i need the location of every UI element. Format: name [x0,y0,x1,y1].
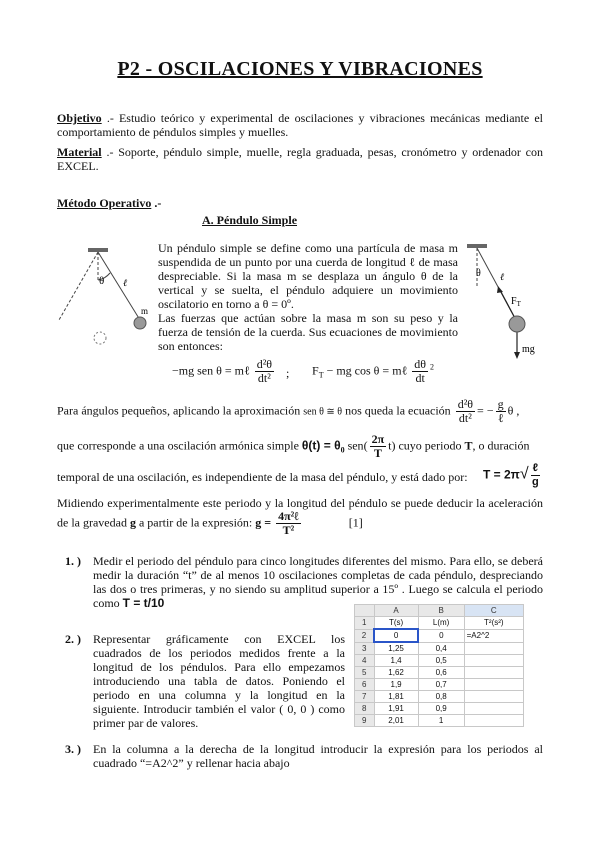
table-row [355,667,524,679]
header-cell-c[interactable]: T²(s²) [464,617,523,630]
mg-label: mg [522,344,535,355]
objetivo-paragraph [57,111,543,139]
row-number[interactable]: 6 [355,679,375,691]
cell[interactable] [464,679,523,691]
eq2-subscript: T [318,370,324,380]
cell[interactable]: 0,4 [418,642,464,655]
item-1-text [93,554,543,610]
cell[interactable]: 1,91 [374,703,418,715]
cell[interactable]: 0,9 [418,703,464,715]
col-letter-a[interactable]: A [374,605,418,617]
midiendo-paragraph [57,496,543,537]
ft-subscript: T [516,300,521,308]
row-number[interactable]: 9 [355,715,375,727]
temporal-text: temporal de una oscilación, es independiente de la masa del péndulo, y está dado por: [57,470,468,484]
ell-label-right: ℓ [500,272,505,283]
cell[interactable] [464,655,523,667]
table-row [355,703,524,715]
cell[interactable]: 1,4 [374,655,418,667]
corner-cell [355,605,375,617]
eq2-left: F [312,363,319,378]
item-2-number: 2. ) [65,632,81,646]
cell[interactable]: 0 [418,629,464,642]
item-3-number: 3. ) [65,742,81,756]
metodo-heading [57,196,161,210]
tension-arrowhead [497,286,503,293]
midiendo-text2: a partir de la expresión: [138,515,253,530]
eq1-left: −mg sen θ = mℓ [172,363,250,378]
item-1-formula: T = t/10 [122,596,165,610]
harmonic-line: que corresponde a una oscilación armónica simple $\theta(t) = \theta_0$ sen( $\frac{2\pi}{T}$ t) cuyo periodo T, o duración [57,432,530,460]
harmonic-text2: cuyo periodo [398,438,462,453]
small-angle-line [57,398,547,425]
material-paragraph [57,145,543,173]
item-2-text: Representar gráficamente con EXCEL los cuadrados de los periodos medidos frente a la longitud de los péndulos. Para ello empezamos introduciendo una tabla de datos. Poniendo el periodo en una columna y la longitud en la siguiente. Introducir también el valor ( 0, 0 ) como primer par de valores. [93,632,345,730]
ft-label [511,296,522,308]
item-1-number: 1. ) [65,554,81,568]
objetivo-text: .- Estudio teórico y experimental de oscilaciones y vibraciones mecánicas mediante el comportamiento de péndulos simples y muelles. [57,111,544,139]
small-eq-rhs: = − [477,403,494,418]
item-3-text: En la columna a la derecha de la longitud introducir la expresión para los periodos al cuadrado “=A2^2” y rellenar hacia abajo [93,742,543,770]
gravity-den: T² [282,523,295,537]
harmonic-frac-num: 2π [371,432,385,446]
cell[interactable]: 0 [374,629,418,642]
cell[interactable] [464,715,523,727]
weight-arrowhead [514,352,520,359]
cell[interactable]: 1,9 [374,679,418,691]
cell[interactable]: 0,7 [418,679,464,691]
table-row [355,655,524,667]
row-number[interactable]: 4 [355,655,375,667]
harmonic-text3: , o duración [472,438,530,453]
header-cell-a[interactable]: T(s) [374,617,418,630]
table-row [355,629,524,642]
row-number[interactable]: 3 [355,642,375,655]
metodo-label: Método Operativo [57,196,152,210]
section-title: A. Péndulo Simple [202,213,298,227]
period-sqrt-num: ℓ [532,462,539,474]
small-angle-text2: nos queda la ecuación [345,403,451,418]
formula-cell[interactable]: =A2^2 [464,629,523,642]
pendulum-string-dashed [59,252,98,320]
item-1-body: Medir el periodo del péndulo para cinco longitudes diferentes del mismo. Para ello, se deberá medir la duración “t” de al menos 10 oscilaciones completas de cada péndulo, despreciando las dos o tres primeras, y no siendo su amplitud superior a 15º . Luego se calcula el periodo como [93,554,543,610]
pendulum-mass [134,317,146,329]
cell[interactable] [464,703,523,715]
pendulum-mass-dashed [94,332,106,344]
cell[interactable]: 1,81 [374,691,418,703]
material-label: Material [57,145,102,159]
intro-paragraph-1: Un péndulo simple se define como una partícula de masa m suspendida de un punto por una cuerda de longitud ℓ de masa despreciable. Si la masa m se desplaza un ángulo θ de la vertical y se suelta, el péndulo adquiere un movimiento oscilatorio en torno a θ = 0º. [158,241,458,311]
gravity-num: 4π²ℓ [278,509,299,523]
eq2-denominator: dt [415,371,425,385]
cell[interactable]: 0,5 [418,655,464,667]
theta-label: θ [99,275,105,287]
period-formula: T = 2π√ $\frac{\text{ℓ}}{g}$ [483,462,539,488]
mass-right [509,316,525,332]
period-lhs: T = 2π [483,467,520,482]
objetivo-label: Objetivo [57,111,102,125]
ft-text: F [511,296,517,307]
gravity-lhs: g = [255,515,272,530]
small-angle-text1: Para ángulos pequeños, aplicando la aproximación [57,403,301,418]
ell-label: ℓ [123,278,128,289]
midiendo-g: g [129,515,136,530]
cell[interactable]: 1 [418,715,464,727]
equation-radial: $F_T$ − mg cos θ = mℓ $\frac{d\theta}{dt}$ $^2$ [312,357,435,385]
col-letter-c[interactable]: C [464,605,523,617]
harmonic-t: t [388,438,392,453]
reference-1: [1] [348,515,363,530]
row-number[interactable]: 5 [355,667,375,679]
row-number[interactable]: 7 [355,691,375,703]
cell[interactable] [464,667,523,679]
metodo-suffix: .- [154,196,162,210]
pendulum-figure-left [55,240,155,355]
theta-label-right: θ [476,268,481,279]
equation-tangential [172,358,276,385]
intro-paragraph-2: Las fuerzas que actúan sobre la masa m son su peso y la fuerza de tensión de la cuerda. Sus ecuaciones de movimiento son entonces: [158,311,458,353]
midiendo-text1: Midiendo experimentalmente este periodo y la longitud del péndulo se puede deducir la aceleración de la gravedad [57,496,543,530]
cell[interactable] [464,642,523,655]
cell[interactable]: 1,25 [374,642,418,655]
excel-spreadsheet [354,604,524,727]
small-eq-rhs-num: g [497,397,504,411]
cell[interactable] [464,691,523,703]
small-eq-den: dt² [458,411,472,425]
small-eq-num: d²θ [457,397,474,411]
row-number[interactable]: 1 [355,617,375,630]
row-number[interactable]: 8 [355,703,375,715]
cell[interactable]: 2,01 [374,715,418,727]
eq2-numerator: dθ [414,357,427,371]
page-title: P2 - OSCILACIONES Y VIBRACIONES [117,58,483,80]
period-sqrt-den: g [531,476,539,488]
cell[interactable]: 0,6 [418,667,464,679]
harmonic-text1: que corresponde a una oscilación armónica simple [57,438,299,453]
material-text: .- Soporte, péndulo simple, muelle, regla graduada, pesas, cronómetro y ordenador con EXCEL. [57,145,544,173]
eq1-numerator: d²θ [256,357,273,371]
pendulum-figure-right [462,238,547,368]
pendulum-string [98,252,140,320]
harmonic-sen: sen [347,438,364,453]
eq1-denominator: dt² [257,371,271,385]
equation-separator: ; [286,366,290,380]
harmonic-eq: θ(t) = θ [301,438,341,453]
small-eq-end: θ , [507,403,520,418]
header-cell-b[interactable]: L(m) [418,617,464,630]
harmonic-T: T [464,438,473,453]
small-eq-rhs-den: ℓ [497,411,504,425]
mass-label: m [141,306,149,316]
harmonic-frac-den: T [373,446,382,460]
cell[interactable]: 1,62 [374,667,418,679]
table-row [355,715,524,727]
cell[interactable]: 0,8 [418,691,464,703]
small-angle-approx: sen θ ≅ θ [303,406,343,418]
eq2-mid: − mg cos θ = mℓ [323,363,408,378]
row-number[interactable]: 2 [355,629,375,642]
harmonic-eq-sub: 0 [340,445,345,455]
col-letter-b[interactable]: B [418,605,464,617]
table-row [355,691,524,703]
table-row [355,642,524,655]
table-row [355,679,524,691]
